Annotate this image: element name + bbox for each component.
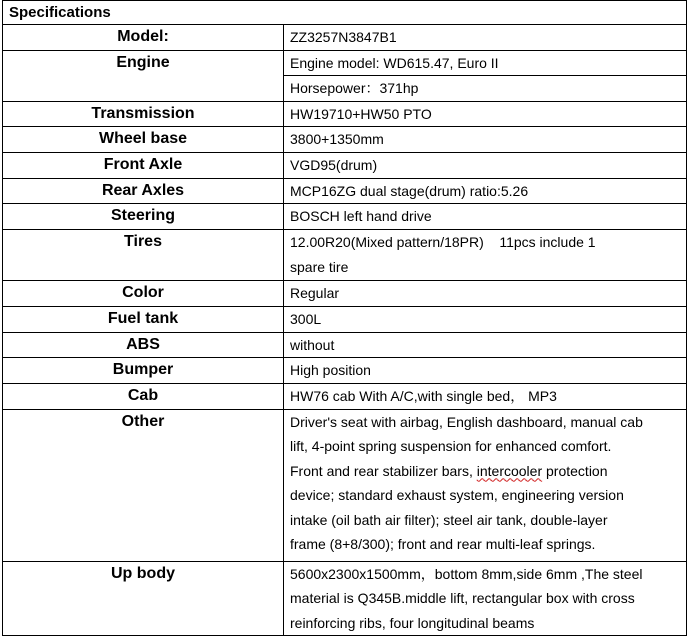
row-value-up-body (284, 561, 687, 636)
table-row (3, 332, 687, 358)
row-value-engine-model: Engine model: WD615.47, Euro II (284, 50, 687, 76)
row-value-steering: BOSCH left hand drive (284, 204, 687, 230)
row-label-engine: Engine (3, 50, 284, 101)
table-row (3, 281, 687, 307)
table-row (3, 358, 687, 384)
specifications-table (2, 0, 687, 636)
row-value-rear-axles: MCP16ZG dual stage(drum) ratio:5.26 (284, 178, 687, 204)
row-value-other (284, 409, 687, 561)
other-line-5: intake (oil bath air filter); steel air tank, double-layer (290, 511, 608, 528)
table-row (3, 306, 687, 332)
header-row (3, 1, 687, 25)
other-line-3-start: Front and rear stabilizer bars, (290, 462, 477, 479)
row-value-cab: HW76 cab With A/C,with single bed， MP3 (284, 384, 687, 410)
row-label-model: Model: (3, 25, 284, 51)
row-label-transmission: Transmission (3, 101, 284, 127)
table-row (3, 230, 687, 281)
row-value-abs: without (284, 332, 687, 358)
other-line-4: device; standard exhaust system, engineering version (290, 487, 624, 503)
table-row (3, 561, 687, 636)
table-row (3, 127, 687, 153)
other-line-6: frame (8+8/300); front and rear multi-leaf springs. (290, 536, 596, 552)
row-label-front-axle: Front Axle (3, 153, 284, 179)
up-body-line-3: reinforcing ribs, four longitudinal beams (290, 614, 535, 631)
row-label-abs: ABS (3, 332, 284, 358)
row-label-rear-axles: Rear Axles (3, 178, 284, 204)
table-row (3, 409, 687, 561)
row-value-bumper: High position (284, 358, 687, 384)
row-value-fuel-tank: 300L (284, 306, 687, 332)
row-label-cab: Cab (3, 384, 284, 410)
row-label-wheel-base: Wheel base (3, 127, 284, 153)
row-label-steering: Steering (3, 204, 284, 230)
other-line-1: Driver's seat with airbag, English dashboard, manual cab (290, 413, 643, 430)
up-body-line-2: material is Q345B.middle lift, rectangular box with cross (290, 590, 635, 606)
table-row (3, 153, 687, 179)
other-line-3 (290, 459, 682, 484)
row-value-model: ZZ3257N3847B1 (284, 25, 687, 51)
row-label-other: Other (3, 409, 284, 561)
table-title: Specifications (3, 1, 687, 25)
tires-line-1: 12.00R20(Mixed pattern/18PR) 11pcs include 1 (290, 234, 596, 250)
row-label-up-body: Up body (3, 561, 284, 636)
row-value-color: Regular (284, 281, 687, 307)
table-row (3, 384, 687, 410)
row-label-color: Color (3, 281, 284, 307)
table-row (3, 50, 687, 76)
row-label-bumper: Bumper (3, 358, 284, 384)
row-value-front-axle: VGD95(drum) (284, 153, 687, 179)
other-line-2: lift, 4-point spring suspension for enhanced comfort. (290, 438, 612, 454)
row-value-engine-horsepower: Horsepower：371hp (284, 76, 687, 102)
up-body-line-1: 5600x2300x1500mm，bottom 8mm,side 6mm ,The steel (290, 565, 643, 582)
row-value-tires (284, 230, 687, 281)
table-row (3, 204, 687, 230)
tires-line-2: spare tire (290, 258, 349, 275)
table-row (3, 25, 687, 51)
spellcheck-word: intercooler (476, 462, 543, 479)
other-line-3-end: protection (542, 462, 608, 479)
row-label-tires: Tires (3, 230, 284, 281)
row-value-wheel-base: 3800+1350mm (284, 127, 687, 153)
table-row (3, 101, 687, 127)
table-row (3, 178, 687, 204)
row-label-fuel-tank: Fuel tank (3, 306, 284, 332)
row-value-transmission: HW19710+HW50 PTO (284, 101, 687, 127)
